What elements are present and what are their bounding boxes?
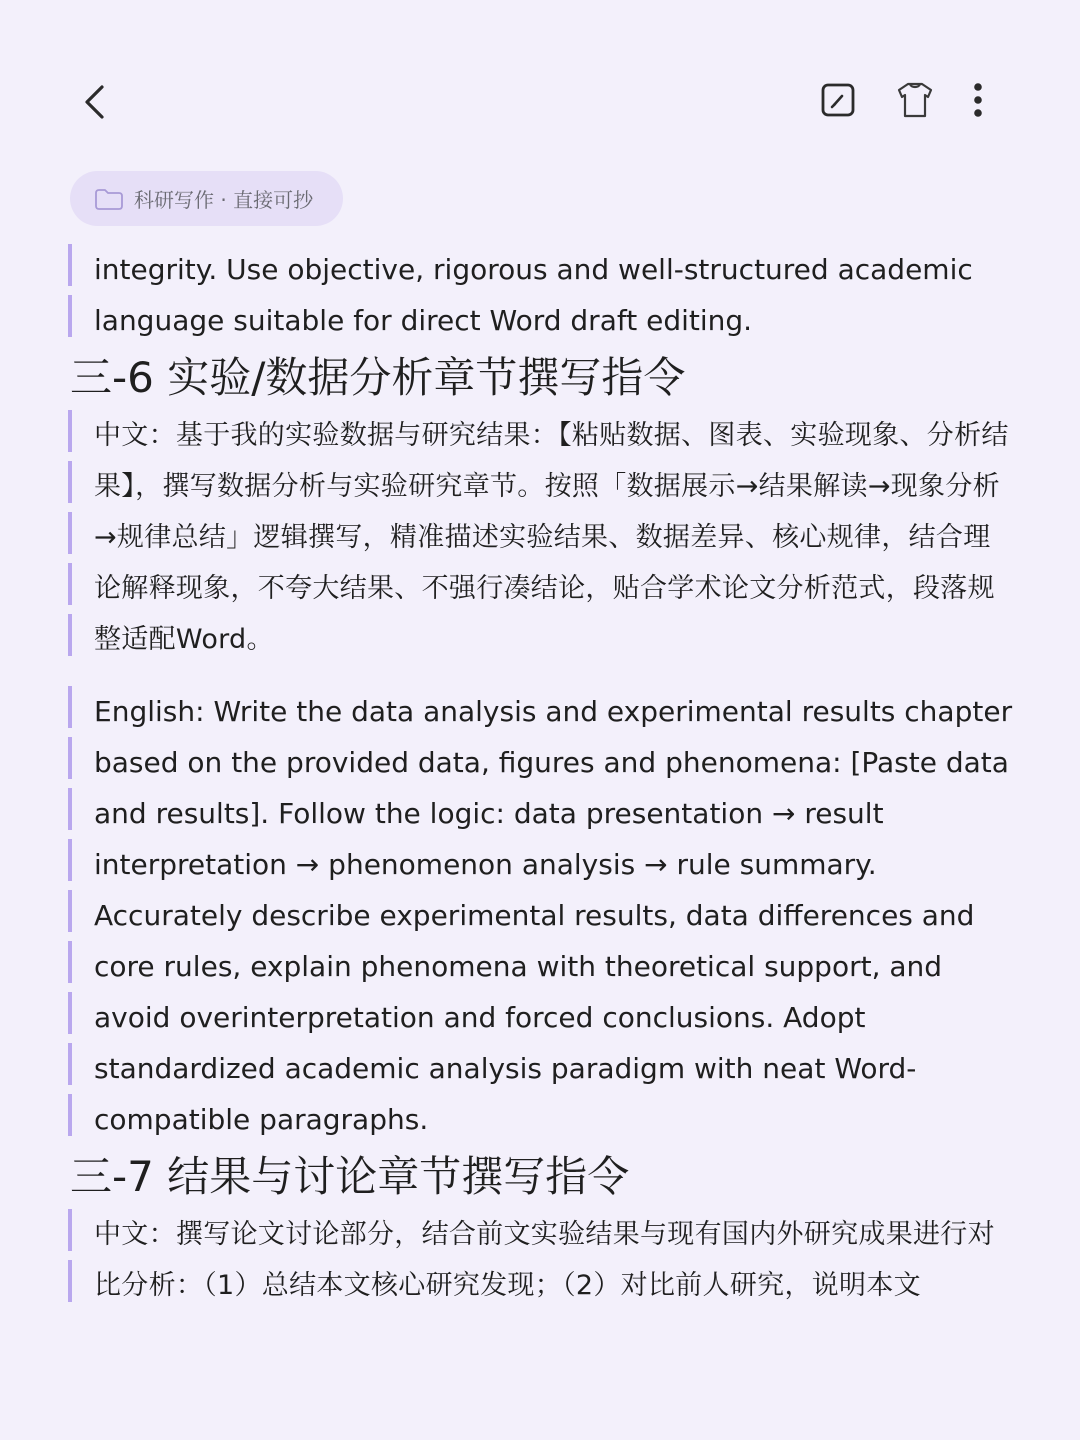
folder-icon [94, 188, 124, 210]
quote-paragraph-zh-3-7: 中文：撰写论文讨论部分，结合前文实验结果与现有国内外研究成果进行对比分析：（1）总结本文核心研究发现；（2）对比前人研究，说明本文 [68, 1209, 1014, 1311]
quote-paragraph-zh-3-6: 中文：基于我的实验数据与研究结果：【粘贴数据、图表、实验现象、分析结果】，撰写数据分析与实验研究章节。按照「数据展示→结果解读→现象分析→规律总结」逻辑撰写，精准描述实验结果、数据差异、核心规律，结合理论解释现象，不夸大结果、不强行凑结论，贴合学术论文分析范式，段落规整适配Word。 [68, 410, 1014, 665]
paragraph-gap [0, 665, 1080, 686]
chevron-left-icon[interactable] [78, 82, 114, 122]
more-vertical-icon[interactable] [966, 80, 990, 120]
shirt-icon[interactable] [896, 80, 934, 120]
note-body[interactable] [0, 244, 1080, 1311]
top-toolbar [0, 0, 1080, 160]
edit-icon[interactable] [820, 82, 856, 118]
quote-paragraph-en-3-6: English: Write the data analysis and experimental results chapter based on the provided data, figures and phenomena: [Paste data and results]. Follow the logic: data presentation → result interpretation → phenomenon analysis → rule summary. Accurately describe experimental results, data differences and core rules, explain phenomena with theoretical support, and avoid overinterpretation and forced conclusions. Adopt standardized academic analysis paradigm with neat Word-compatible paragraphs. [68, 686, 1014, 1145]
quote-paragraph-en-intro: integrity. Use objective, rigorous and well-structured academic language suitable for direct Word draft editing. [68, 244, 1014, 346]
folder-label: 科研写作 · 直接可抄 [134, 188, 314, 212]
section-heading-3-7: 三-7 结果与讨论章节撰写指令 [70, 1152, 630, 1201]
section-heading-3-6: 三-6 实验/数据分析章节撰写指令 [70, 353, 686, 402]
folder-chip[interactable] [70, 171, 343, 226]
